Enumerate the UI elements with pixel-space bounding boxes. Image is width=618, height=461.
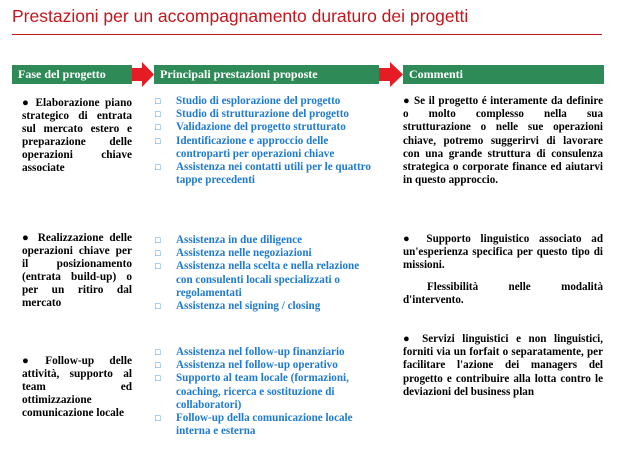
header-comments — [403, 65, 604, 84]
title-underline — [12, 34, 602, 35]
service-item: □ Assistenza nella scelta e nella relazione con consulenti locali specializzati o regolamentati — [155, 260, 378, 300]
service-item: □ Validazione del progetto strutturato — [155, 121, 378, 134]
phase-cell — [22, 97, 132, 176]
arrow-right-icon — [379, 62, 403, 87]
service-item: □ Assistenza nel follow-up operativo — [155, 359, 378, 372]
service-item: □ Assistenza nel follow-up finanziario — [155, 346, 378, 359]
phase-text: Realizzazione delle operazioni chiave per il posizionamento (entrata build-up) o per un ritiro dal mercato — [22, 232, 132, 310]
comment-cell — [403, 95, 603, 187]
bullet-dot-icon: ● — [22, 232, 38, 244]
bullet-dot-icon: ● — [22, 97, 29, 109]
service-item: □ Assistenza nelle negoziazioni — [155, 247, 378, 260]
header-services — [154, 65, 379, 84]
services-list — [155, 95, 378, 187]
phase-cell — [22, 355, 132, 420]
comment-text: Servizi linguistici e non linguistici, forniti via un forfait o separatamente, per facilitare l'azione dei managers del progetto e contribuire alla lotta contro le deviazioni del business plan — [403, 333, 604, 398]
phase-text: Elaborazione piano strategico di entrata sul mercato estero e preparazione delle operazioni chiave associate — [22, 97, 133, 175]
header-comments-label: Commenti — [409, 67, 463, 81]
comment-text: Supporto linguistico associato ad un'esperienza specifica per questo tipo di missioni. — [403, 233, 603, 272]
comment-text: Se il progetto é interamente da definire o molto complesso nella sua strutturazione o nelle sue operazioni chiave, potremo suggerirvi di lavorare con una grande struttura di consulenza strategica o corporate finance ed aiutarvi in questo approccio. — [403, 95, 603, 187]
service-item: □ Studio di esplorazione del progetto — [155, 95, 378, 108]
service-item: □ Assistenza nei contatti utili per le quattro tappe precedenti — [155, 161, 378, 187]
phase-cell — [22, 232, 132, 311]
service-item: □ Assistenza nel signing / closing — [155, 300, 378, 313]
service-item: □ Supporto al team locale (formazioni, coaching, ricerca e sostituzione di collaboratori) — [155, 372, 378, 412]
service-item: □ Identificazione e approccio delle controparti per operazioni chiave — [155, 135, 378, 161]
header-services-label: Principali prestazioni proposte — [160, 67, 318, 81]
page-title: Prestazioni per un accompagnamento duraturo dei progetti — [12, 6, 469, 26]
bullet-dot-icon: ● — [403, 233, 427, 245]
phase-text: Follow-up delle attività, supporto al team ed ottimizzazione comunicazione locale — [22, 355, 133, 420]
services-list — [155, 234, 378, 313]
comment-cell — [403, 333, 603, 399]
bullet-dot-icon: ● — [403, 95, 414, 107]
comment-cell — [403, 233, 603, 307]
bullet-dot-icon: ● — [403, 333, 423, 345]
comment-text: Flessibilità nelle modalità d'intervento. — [403, 280, 603, 306]
service-item: □ Studio di strutturazione del progetto — [155, 108, 378, 121]
header-phase-label: Fase del progetto — [18, 67, 106, 81]
service-item: □ Assistenza in due diligence — [155, 234, 378, 247]
header-phase — [12, 65, 132, 84]
bullet-dot-icon: ● — [22, 355, 29, 367]
services-list — [155, 346, 378, 438]
arrow-right-icon — [132, 62, 154, 87]
service-item: □ Follow-up della comunicazione locale interna e esterna — [155, 412, 378, 438]
